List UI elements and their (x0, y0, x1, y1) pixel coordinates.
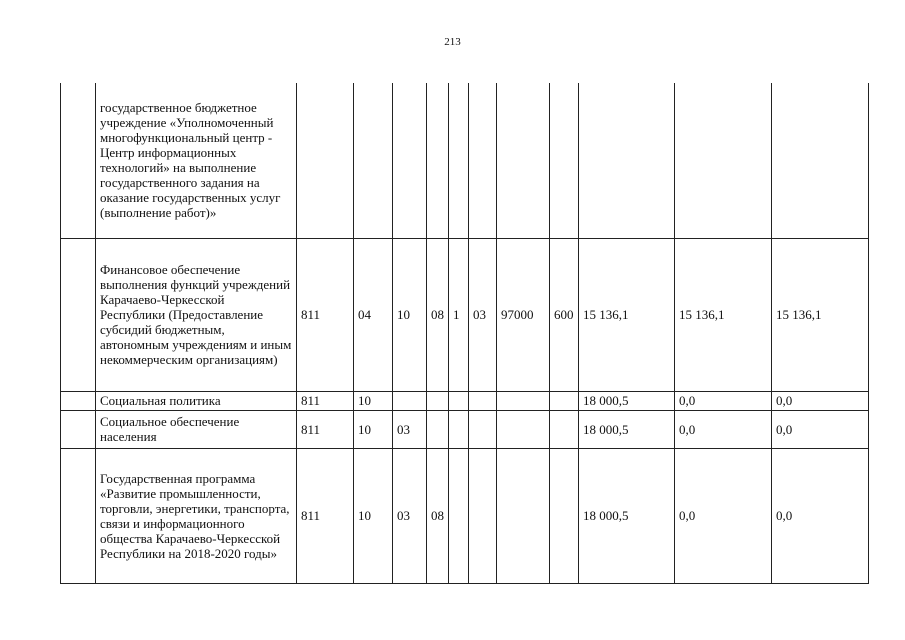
table-row (61, 238, 869, 391)
table-row (61, 83, 869, 238)
row-number-cell (61, 83, 96, 238)
code-direction (497, 410, 550, 448)
amount-year-3: 0,0 (772, 448, 869, 583)
code-program (427, 83, 449, 238)
amount-year-2: 0,0 (675, 391, 772, 410)
code-subsection (393, 391, 427, 410)
code-event (469, 448, 497, 583)
code-subprogram (449, 391, 469, 410)
item-name: Социальная политика (96, 391, 297, 410)
code-ministry: 811 (297, 410, 354, 448)
row-number-cell (61, 391, 96, 410)
code-subprogram: 1 (449, 238, 469, 391)
code-program: 08 (427, 448, 449, 583)
code-direction (497, 391, 550, 410)
code-subsection: 03 (393, 410, 427, 448)
code-ministry (297, 83, 354, 238)
code-subprogram (449, 448, 469, 583)
amount-year-3: 0,0 (772, 410, 869, 448)
code-program (427, 391, 449, 410)
code-event (469, 391, 497, 410)
code-direction: 97000 (497, 238, 550, 391)
row-number-cell (61, 410, 96, 448)
code-event (469, 410, 497, 448)
amount-year-3 (772, 83, 869, 238)
code-event: 03 (469, 238, 497, 391)
amount-year-1: 18 000,5 (579, 391, 675, 410)
amount-year-2: 15 136,1 (675, 238, 772, 391)
code-program (427, 410, 449, 448)
amount-year-2 (675, 83, 772, 238)
code-expense-type (550, 391, 579, 410)
table-row (61, 391, 869, 410)
code-direction (497, 83, 550, 238)
code-section (354, 83, 393, 238)
item-name: Социальное обеспечение населения (96, 410, 297, 448)
amount-year-3: 0,0 (772, 391, 869, 410)
table-row (61, 410, 869, 448)
budget-table (60, 83, 869, 584)
code-section: 10 (354, 410, 393, 448)
amount-year-1 (579, 83, 675, 238)
code-expense-type (550, 83, 579, 238)
code-subprogram (449, 410, 469, 448)
code-direction (497, 448, 550, 583)
amount-year-1: 15 136,1 (579, 238, 675, 391)
code-ministry: 811 (297, 448, 354, 583)
code-program: 08 (427, 238, 449, 391)
code-subsection (393, 83, 427, 238)
code-subsection: 10 (393, 238, 427, 391)
code-subsection: 03 (393, 448, 427, 583)
amount-year-2: 0,0 (675, 410, 772, 448)
amount-year-2: 0,0 (675, 448, 772, 583)
row-number-cell (61, 448, 96, 583)
code-section: 10 (354, 448, 393, 583)
code-subprogram (449, 83, 469, 238)
code-expense-type (550, 448, 579, 583)
item-name: Государственная программа «Развитие промышленности, торговли, энергетики, транспорта, связи и информационного общества Карачаево-Черкесской Республики на 2018-2020 годы» (96, 448, 297, 583)
code-expense-type (550, 410, 579, 448)
amount-year-3: 15 136,1 (772, 238, 869, 391)
code-section: 10 (354, 391, 393, 410)
code-expense-type: 600 (550, 238, 579, 391)
code-section: 04 (354, 238, 393, 391)
amount-year-1: 18 000,5 (579, 448, 675, 583)
code-ministry: 811 (297, 238, 354, 391)
code-ministry: 811 (297, 391, 354, 410)
amount-year-1: 18 000,5 (579, 410, 675, 448)
page-number: 213 (444, 36, 461, 48)
code-event (469, 83, 497, 238)
item-name: Финансовое обеспечение выполнения функций учреждений Карачаево-Черкесской Республики (Предоставление субсидий бюджетным, автономным учреждениям и иным некоммерческим организациям) (96, 238, 297, 391)
item-name: государственное бюджетное учреждение «Уполномоченный многофункциональный центр - Центр информационных технологий» на выполнение государственного задания на оказание государственных услуг (выполнение работ)» (96, 83, 297, 238)
table-row (61, 448, 869, 583)
row-number-cell (61, 238, 96, 391)
